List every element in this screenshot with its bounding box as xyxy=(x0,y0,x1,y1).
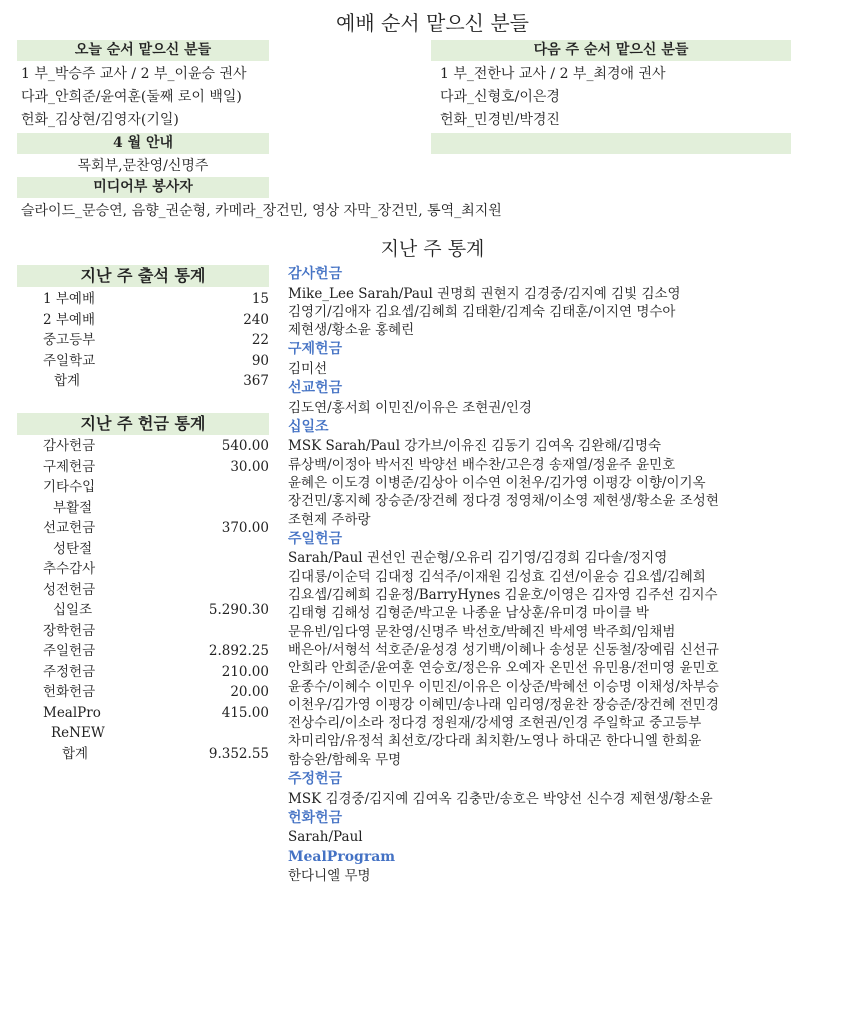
offering-donor-lists xyxy=(288,264,858,885)
attendance-header: 지난 주 출석 통계 xyxy=(17,265,269,287)
offering-donor-line: 김미선 xyxy=(288,360,328,377)
offering-donor-line: 제현생/황소윤 홍혜린 xyxy=(288,322,415,339)
offering-stat-value: 540.00 xyxy=(221,438,269,454)
offering-stat-row xyxy=(17,580,269,601)
attendance-value: 240 xyxy=(243,311,269,328)
offering-donor-line: 안희라 안희준/윤여훈 연승호/정은유 오예자 온민선 유민용/전미영 윤민호 xyxy=(288,660,719,677)
offering-stat-label: 감사헌금 xyxy=(43,438,96,454)
offering-stat-label: 주일헌금 xyxy=(43,643,96,659)
offering-section-sunday xyxy=(288,529,858,769)
offering-donor-line: 김요셉/김혜희 김윤정/BarryHynes 김윤호/이영은 김자영 김주선 김지수 xyxy=(288,587,718,604)
offering-donor-line: MSK 김경중/김지예 김여옥 김충만/송호은 박양선 신수경 제현생/황소윤 xyxy=(288,790,713,807)
attendance-row xyxy=(17,310,269,331)
stats-title: 지난 주 통계 xyxy=(380,238,485,260)
attendance-table xyxy=(17,289,269,392)
offering-stat-value: 415.00 xyxy=(221,704,269,721)
offering-stat-row xyxy=(17,662,269,683)
offering-donor-line: MSK Sarah/Paul 강가브/이유진 김동기 김여옥 김완해/김명숙 xyxy=(288,438,662,455)
offering-stat-label: 선교헌금 xyxy=(43,520,96,536)
offering-section-title: MealProgram xyxy=(288,848,396,865)
offering-donor-line: 김대룡/이순덕 김대정 김석주/이재원 김성효 김션/이윤승 김요셉/김혜희 xyxy=(288,568,706,585)
offering-donor-line: 전상수리/이소라 정다경 정원재/강세영 조현권/인경 주일학교 중고등부 xyxy=(288,715,702,732)
next-week-line-3: 헌화_민경빈/박경진 xyxy=(440,112,560,128)
offering-donor-line: 김태형 김해성 김형준/박고운 나종윤 남상훈/유미경 마이클 박 xyxy=(288,605,649,622)
offering-stat-label: 합계 xyxy=(62,745,89,762)
offering-stat-label: 성탄절 xyxy=(53,540,93,557)
page-title: 예배 순서 맡으신 분들 xyxy=(336,11,529,35)
today-line-1: 1 부_박승주 교사 / 2 부_이윤승 권사 xyxy=(21,66,247,82)
offering-stat-row xyxy=(17,498,269,519)
offering-stat-label: 성전헌금 xyxy=(43,581,96,598)
offering-stat-row xyxy=(17,600,269,621)
today-line-3: 헌화_김상현/김영자(기일) xyxy=(21,112,179,128)
offering-stat-value: 30.00 xyxy=(230,458,269,475)
offering-stat-row xyxy=(17,621,269,642)
offering-section-title: 선교헌금 xyxy=(288,380,343,397)
offering-stat-value: 20.00 xyxy=(230,684,269,700)
offering-stat-row xyxy=(17,477,269,498)
offering-stat-row xyxy=(17,518,269,539)
offering-stats-table xyxy=(17,436,269,764)
offering-donor-line: 김영기/김애자 김요셉/김혜희 김태환/김계숙 김태훈/이지연 명수아 xyxy=(288,303,676,320)
offering-donor-line: Sarah/Paul 권선인 권순형/오유리 김기영/김경희 김다솔/정지영 xyxy=(288,550,668,567)
next-week-line-2: 다과_신형호/이은경 xyxy=(440,89,560,105)
offering-stat-label: 추수감사 xyxy=(43,561,96,577)
offering-section-title: 주정헌금 xyxy=(288,771,343,788)
offering-donor-line: 이천우/김가영 이평강 이혜민/송나래 임리영/정윤찬 장승준/장건혜 전민경 xyxy=(288,696,719,713)
offering-donor-line: Sarah/Paul xyxy=(288,829,363,846)
attendance-label: 1 부예배 xyxy=(43,291,96,307)
offering-stat-value: 2.892.25 xyxy=(208,643,269,659)
april-header: 4 월 안내 xyxy=(17,133,269,154)
offering-section-title: 주일헌금 xyxy=(288,530,343,547)
offering-donor-line: 한다니엘 무명 xyxy=(288,868,371,885)
attendance-label: 합계 xyxy=(54,373,81,389)
attendance-label: 주일학교 xyxy=(43,352,96,369)
april-line: 목회부,문찬영/신명주 xyxy=(77,158,209,174)
offering-stat-row xyxy=(17,703,269,724)
offering-section-title: 감사헌금 xyxy=(288,266,343,282)
attendance-row xyxy=(17,351,269,372)
offering-section-title: 구제헌금 xyxy=(288,341,343,358)
attendance-value: 15 xyxy=(251,291,269,307)
offering-stat-row xyxy=(17,559,269,580)
attendance-value: 22 xyxy=(251,332,269,348)
media-header: 미디어부 봉사자 xyxy=(17,177,269,198)
today-line-2: 다과_안희준/윤여훈(둘째 로이 백일) xyxy=(21,89,242,105)
offering-stat-label: 주정헌금 xyxy=(43,663,96,680)
offering-section-tithe xyxy=(288,417,858,529)
today-header: 오늘 순서 맡으신 분들 xyxy=(17,40,269,61)
offering-donor-line: 윤종수/이혜수 이민우 이민진/이유은 이상준/박혜선 이승명 이채성/차부승 xyxy=(288,678,719,695)
offering-donor-line: 김도연/홍서희 이민진/이유은 조현권/인경 xyxy=(288,399,532,416)
offering-stat-label: 부활절 xyxy=(53,499,93,516)
offering-stat-row xyxy=(17,682,269,703)
offering-stat-label: 기타수입 xyxy=(43,479,96,495)
offering-stat-value: 9.352.55 xyxy=(208,745,269,762)
offering-donor-line: 장건민/홍지혜 장승준/장건혜 정다경 정영채/이소영 제현생/황소윤 조성현 xyxy=(288,493,719,510)
offering-stat-row xyxy=(17,539,269,560)
offering-donor-line: 배은아/서형석 석호준/윤성경 성기백/이혜나 송성문 신동철/장예림 신선규 xyxy=(288,641,719,658)
offering-section-title: 헌화헌금 xyxy=(288,809,343,826)
offering-stat-row xyxy=(17,457,269,478)
next-week-line-1: 1 부_전한나 교사 / 2 부_최경애 권사 xyxy=(440,66,666,82)
offering-donor-line: Mike_Lee Sarah/Paul 권명희 권현지 김경중/김지예 김빛 김소영 xyxy=(288,285,681,302)
offering-section-title: 십일조 xyxy=(288,418,329,435)
offering-stat-value: 5.290.30 xyxy=(208,602,269,618)
offering-stat-row xyxy=(17,641,269,662)
offering-donor-line: 윤혜은 이도경 이병준/김상아 이수연 이천우/김가영 이평강 이향/이기옥 xyxy=(288,475,706,492)
next-week-header: 다음 주 순서 맡으신 분들 xyxy=(431,40,791,61)
offering-section-mealprogram xyxy=(288,847,858,886)
offering-section-thanks xyxy=(288,264,858,339)
offering-section-mission xyxy=(288,378,858,417)
offering-donor-line: 함승완/함혜욱 무명 xyxy=(288,751,402,768)
attendance-row xyxy=(17,289,269,310)
attendance-value: 367 xyxy=(243,373,269,389)
media-line: 슬라이드_문승연, 음향_권순형, 카메라_장건민, 영상 자막_장건민, 통역_최지원 xyxy=(21,203,502,219)
offering-stat-value: 210.00 xyxy=(221,663,269,680)
offering-stat-row xyxy=(17,436,269,457)
offering-stat-label: 장학헌금 xyxy=(43,622,96,639)
offering-stat-label: MealPro xyxy=(43,704,101,721)
offering-section-regular xyxy=(288,769,858,808)
offering-stat-row xyxy=(17,723,269,744)
offering-donor-line: 조현제 주하랑 xyxy=(288,511,371,528)
offering-stat-label: 구제헌금 xyxy=(43,458,96,475)
attendance-row xyxy=(17,330,269,351)
attendance-label: 2 부예배 xyxy=(43,311,96,328)
next-week-empty-bar xyxy=(431,133,791,154)
attendance-label: 중고등부 xyxy=(43,332,96,348)
offering-stat-label: 헌화헌금 xyxy=(43,684,96,700)
attendance-row xyxy=(17,371,269,392)
offering-stats-header: 지난 주 헌금 통계 xyxy=(17,413,269,435)
offering-donor-line: 류상백/이정아 박서진 박양선 배수찬/고은경 송재열/정윤주 윤민호 xyxy=(288,456,676,473)
offering-section-relief xyxy=(288,339,858,378)
offering-stat-value: 370.00 xyxy=(221,520,269,536)
offering-section-flower xyxy=(288,808,858,847)
offering-stat-row xyxy=(17,744,269,765)
offering-donor-line: 문유빈/임다영 문찬영/신명주 박선호/박혜진 박세영 박주희/임채범 xyxy=(288,623,676,640)
offering-stat-label: 십일조 xyxy=(53,602,93,618)
attendance-value: 90 xyxy=(251,352,269,369)
offering-donor-line: 차미리암/유정석 최선호/강다래 최치환/노영나 하대곤 한다니엘 한희윤 xyxy=(288,733,702,750)
offering-stat-label: ReNEW xyxy=(51,725,105,741)
